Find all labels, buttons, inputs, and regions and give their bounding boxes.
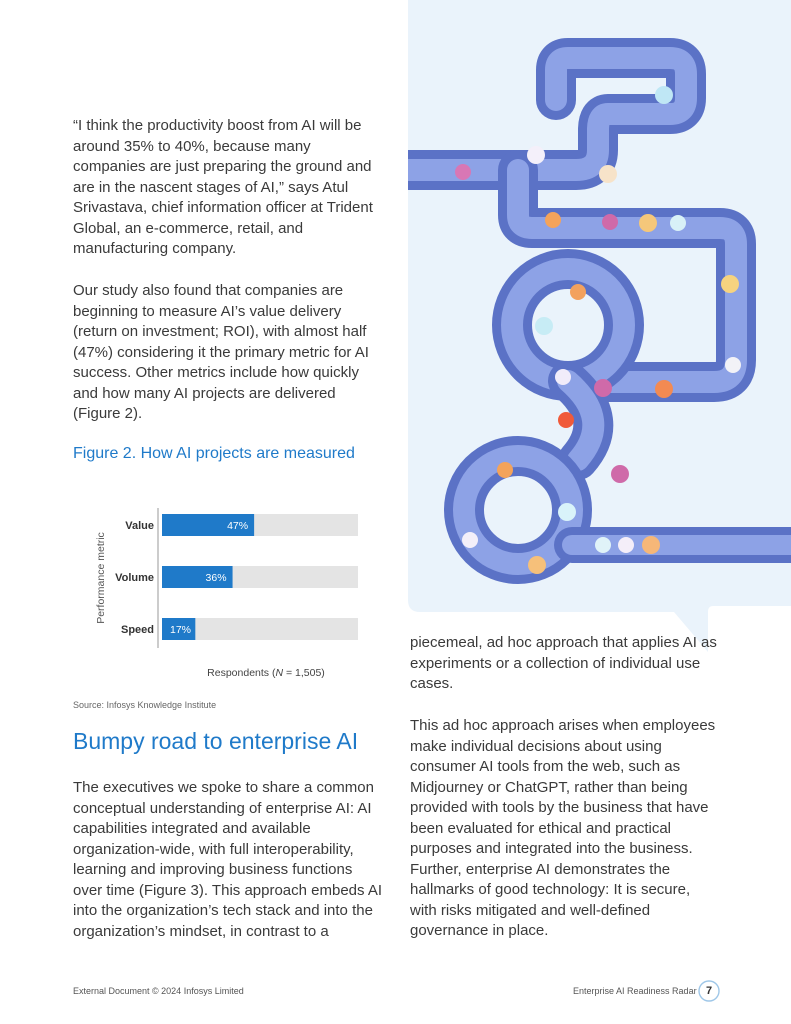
marble-track-illustration xyxy=(408,0,791,652)
footer-copyright: External Document © 2024 Infosys Limited xyxy=(73,986,244,996)
value-label-speed: 17% xyxy=(170,624,192,636)
chart-xlabel: Respondents (N = 1,505) xyxy=(207,667,325,679)
category-label-speed: Speed xyxy=(120,624,154,636)
paragraph-study: Our study also found that companies are beginning to measure AI’s value delivery (return on investment; ROI), with almost half (47%) considering it the primary metric for AI success. Other metrics include how quickly and how many AI projects are delivered (Figure 2). xyxy=(73,282,369,422)
paragraph-enterprise-ai: The executives we spoke to share a common conceptual understanding of enterprise AI: AI capabilities integrated and available organization-wide, with full interoperability, learning and improving business functions over time (Figure 3). This approach embeds AI into the organization’s tech stack and into the organization’s mindset, in contrast to a xyxy=(73,779,383,940)
paragraph-quote: “I think the productivity boost from AI will be around 35% to 40%, because many companies are just preparing the ground and are in the nascent stages of AI,” says Atul Srivastava, chief information officer at Trident Global, an e-commerce, retail, and manufacturing company. xyxy=(73,117,373,257)
value-label-volume: 36% xyxy=(205,572,227,584)
section-heading: Bumpy road to enterprise AI xyxy=(73,728,359,754)
category-label-value: Value xyxy=(125,520,154,532)
chart-source: Source: Infosys Knowledge Institute xyxy=(73,700,217,710)
chart-ylabel: Performance metric xyxy=(95,532,107,624)
page-number: 7 xyxy=(705,985,713,997)
value-label-value: 47% xyxy=(227,520,249,532)
figure-title: Figure 2. How AI projects are measured xyxy=(73,445,355,462)
paragraph-piecemeal: piecemeal, ad hoc approach that applies AI as experiments or a collection of individual use cases. xyxy=(410,634,717,692)
category-label-volume: Volume xyxy=(115,572,154,584)
paragraph-ad-hoc: This ad hoc approach arises when employees make individual decisions about using consumer AI tools from the web, such as Midjourney or ChatGPT, rather than being provided with tools by the business that have been evaluated for ethical and practical purposes and integrated into the business. Further, enterprise AI demonstrates the hallmarks of good technology: It is secure, with risks mitigated and well-defined governance in place. xyxy=(410,717,716,939)
footer-report-title: Enterprise AI Readiness Radar xyxy=(573,986,697,996)
metric-bar-chart xyxy=(90,500,390,690)
